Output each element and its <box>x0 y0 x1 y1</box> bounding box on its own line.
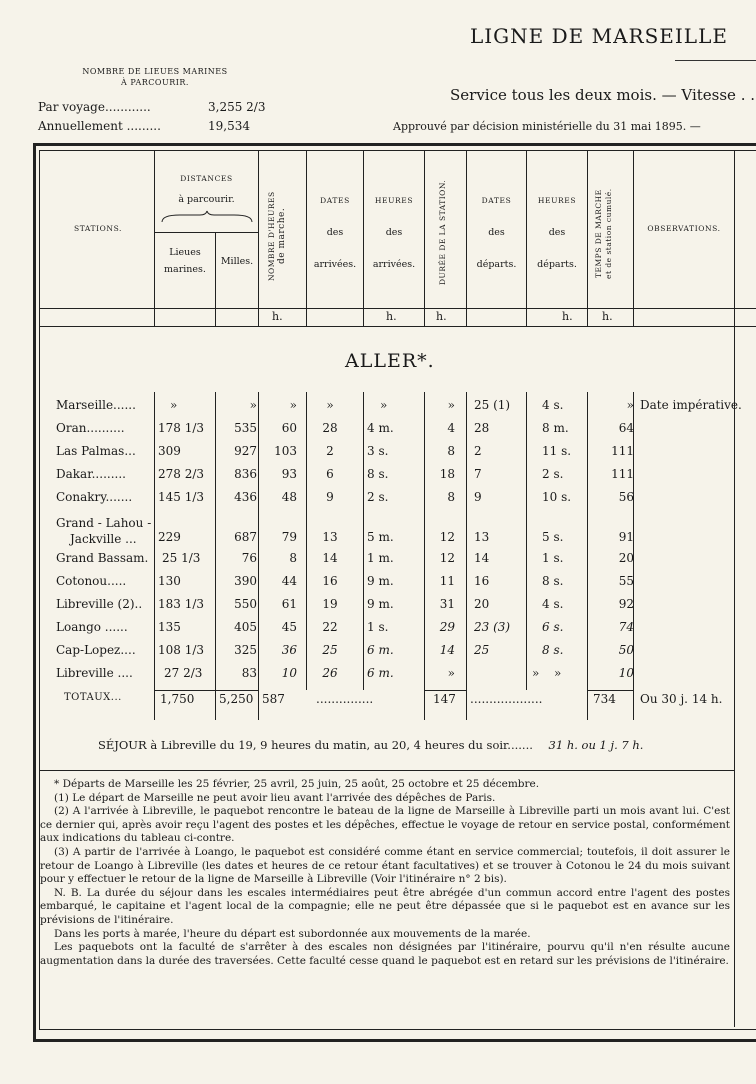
row-station: Conakry....... <box>56 490 133 504</box>
lieues-heading-line-1: NOMBRE DE LIEUES MARINES <box>82 67 228 76</box>
row-date-arr: » <box>326 398 334 412</box>
table-row <box>42 467 756 488</box>
row-date-dep: 28 <box>474 421 490 435</box>
row-date-arr: 9 <box>326 490 334 504</box>
row-date-arr: 13 <box>322 530 338 544</box>
row-heure-dep: 8 m. <box>542 421 569 435</box>
section-title-aller: ALLER*. <box>345 350 435 372</box>
row-heure-arr: 9 m. <box>367 574 394 588</box>
row-station: Cap-Lopez.... <box>56 643 136 657</box>
totaux-dots-1: ............... <box>316 692 374 706</box>
header-nombre-heures <box>267 170 287 302</box>
table-row <box>42 398 756 419</box>
row-heures: 48 <box>281 490 297 504</box>
row-duree: 12 <box>439 530 455 544</box>
row-heure-dep: 6 s. <box>542 620 564 634</box>
col-line-10 <box>633 151 634 326</box>
row-heure-arr: 1 m. <box>367 551 394 565</box>
row-milles: » <box>249 398 257 412</box>
row-heure-dep: 8 s. <box>542 574 564 588</box>
note-3: (3) A partir de l'arrivée à Loango, le paquebot est considéré comme étant en service commercial; toutefois, il doit assurer le retour de Loango à Libreville (les dates et heures de ce retour étant facultatives) et se trouver à Cotonou le 24 du mois suivant pour y effectuer le retour de la ligne de Marseille à Libreville (Voir l'itinéraire n° 2 bis). <box>40 845 730 886</box>
note-maree: Dans les ports à marée, l'heure du départ est subordonnée aux mouvements de la marée. <box>54 927 531 940</box>
row-heure-arr: 8 s. <box>367 467 389 481</box>
unit-temps: h. <box>602 310 613 323</box>
header-nombre-heures-2: de marche. <box>277 207 287 265</box>
row-date-arr: 14 <box>322 551 338 565</box>
row-duree: 8 <box>447 444 455 458</box>
header-dates-dep <box>467 185 526 281</box>
row-station: Marseille...... <box>56 398 136 412</box>
row-date-dep: 25 (1) <box>474 398 511 412</box>
header-heures-arr <box>364 185 424 281</box>
row-heure-arr: 6 m. <box>367 643 394 657</box>
header-bottom-rule <box>40 308 756 309</box>
totaux-lieues: 1,750 <box>160 692 195 706</box>
row-milles: 927 <box>234 444 257 458</box>
row-heure-dep: 5 s. <box>542 530 564 544</box>
row-lieues: 278 2/3 <box>158 467 205 481</box>
header-heures-dep-1: HEURES <box>537 196 577 205</box>
row-date-dep: 2 <box>474 444 482 458</box>
row-heure-arr: 3 s. <box>367 444 389 458</box>
header-duree: DURÉE DE LA STATION. <box>438 179 447 285</box>
row-lieues: 309 <box>158 444 181 458</box>
header-stations: STATIONS. <box>73 224 123 233</box>
row-heure-arr: » <box>380 398 388 412</box>
row-duree: » <box>447 398 455 412</box>
header-heures-dep-2: des <box>548 227 566 238</box>
row-observation: Date impérative. <box>640 398 742 412</box>
row-milles: 325 <box>234 643 257 657</box>
row-duree: 31 <box>439 597 455 611</box>
row-temps: 55 <box>618 574 634 588</box>
row-duree: 11 <box>439 574 455 588</box>
table-row <box>42 421 756 442</box>
row-duree: 14 <box>439 643 455 657</box>
row-temps: 10 <box>618 666 634 680</box>
row-milles: 550 <box>234 597 257 611</box>
header-heures-arr-3: arrivées. <box>372 259 416 270</box>
header-heures-dep-3: départs. <box>537 259 577 270</box>
totaux-dots-2: ................... <box>470 692 543 706</box>
row-milles: 836 <box>234 467 257 481</box>
row-duree: 12 <box>439 551 455 565</box>
row-heures: 45 <box>281 620 297 634</box>
header-dates-arr-1: DATES <box>320 196 350 205</box>
row-heures: 8 <box>289 551 297 565</box>
row-heure-arr: 6 m. <box>367 666 394 680</box>
header-lieues-1: Lieues <box>169 247 201 258</box>
header-heures-dep <box>527 185 587 281</box>
col-line-6 <box>424 151 425 326</box>
row-heures: 103 <box>274 444 297 458</box>
annuellement-label: Annuellement ......... <box>38 119 161 133</box>
unit-heures-arr: h. <box>386 310 397 323</box>
par-voyage-line <box>38 100 266 114</box>
row-heures: 93 <box>281 467 297 481</box>
row-date-dep: 23 (3) <box>474 620 511 634</box>
row-milles: 83 <box>241 666 257 680</box>
table-row <box>42 643 756 664</box>
row-temps: 92 <box>618 597 634 611</box>
totaux-observation: Ou 30 j. 14 h. <box>640 692 723 706</box>
row-station: Dakar......... <box>56 467 126 481</box>
row-temps: 74 <box>618 620 634 634</box>
footnotes <box>40 778 730 968</box>
row-date-dep: » <box>532 666 540 680</box>
row-heure-dep: 10 s. <box>542 490 572 504</box>
unit-heures-dep: h. <box>562 310 573 323</box>
row-station: Las Palmas... <box>56 444 136 458</box>
row-heures: 44 <box>281 574 297 588</box>
brace-icon <box>160 210 254 224</box>
row-lieues: 145 1/3 <box>158 490 205 504</box>
header-dates-dep-1: DATES <box>481 196 512 205</box>
header-dates-dep-2: des <box>488 227 505 238</box>
header-milles: Milles. <box>220 256 254 267</box>
table-row <box>42 490 756 511</box>
header-dates-dep-3: départs. <box>476 259 517 270</box>
row-duree: 18 <box>439 467 455 481</box>
row-date-dep: 20 <box>474 597 490 611</box>
row-heures: 60 <box>281 421 297 435</box>
row-heures: 10 <box>281 666 297 680</box>
row-date-arr: 26 <box>322 666 338 680</box>
unit-duree: h. <box>436 310 447 323</box>
row-temps: 111 <box>611 444 634 458</box>
sejour-value: 31 h. ou 1 j. 7 h. <box>548 738 644 752</box>
row-milles: 390 <box>234 574 257 588</box>
row-station: Libreville (2).. <box>56 597 143 611</box>
row-duree: 8 <box>447 490 455 504</box>
totaux-duree: 147 <box>433 692 456 706</box>
totaux-rule-3 <box>587 690 633 691</box>
header-dates-arr <box>307 185 363 281</box>
note-nb: N. B. La durée du séjour dans les escales intermédiaires peut être abrégée d'un commun accord entre l'agent des postes embarqué, le capitaine et l'agent local de la compagnie; elle ne peut être dépassée que si le paquebot est en avance sur les prévisions de l'itinéraire. <box>40 886 730 926</box>
header-lieues-2: marines. <box>164 264 206 275</box>
note-departs: * Départs de Marseille les 25 février, 25 avril, 25 juin, 25 août, 25 octobre et 25 décembre. <box>54 778 540 790</box>
title-rule <box>675 60 756 61</box>
row-lieues: 108 1/3 <box>158 643 205 657</box>
row-date-arr: 19 <box>322 597 338 611</box>
row-lieues: » <box>170 398 178 412</box>
header-temps-1: TEMPS DE MARCHE <box>594 189 603 279</box>
row-temps: 50 <box>618 643 634 657</box>
row-lieues: 130 <box>158 574 181 588</box>
header-dates-arr-3: arrivées. <box>313 259 357 270</box>
lieues-heading <box>40 66 270 88</box>
row-milles: 76 <box>241 551 257 565</box>
par-voyage-value: 3,255 2/3 <box>208 100 266 114</box>
note-faculte: Les paquebots ont la faculté de s'arrêter à des escales non désignées par l'itinéraire, pourvu qu'il n'en résulte aucune augmentation dans la durée des traversées. Cette faculté cesse quand le paquebot est en retard sur les prévisions de l'itinéraire. <box>40 941 730 967</box>
row-station: Loango ...... <box>56 620 128 634</box>
row-heure-arr: 1 s. <box>367 620 389 634</box>
sejour-line <box>98 738 643 752</box>
row-milles: 687 <box>234 530 257 544</box>
row-date-arr: 6 <box>326 467 334 481</box>
totaux-milles: 5,250 <box>219 692 254 706</box>
row-date-dep: 13 <box>474 530 490 544</box>
row-date-dep: 7 <box>474 467 482 481</box>
row-heure-dep: 2 s. <box>542 467 564 481</box>
note-1: (1) Le départ de Marseille ne peut avoir lieu avant l'arrivée des dépêches de Paris. <box>54 791 496 804</box>
page-title: LIGNE DE MARSEILLE <box>470 24 728 48</box>
row-station: Libreville .... <box>56 666 133 680</box>
row-temps: 111 <box>611 467 634 481</box>
row-heure-dep: 8 s. <box>542 643 564 657</box>
row-date-arr: 2 <box>326 444 334 458</box>
row-date-arr: 28 <box>322 421 338 435</box>
row-heures: 79 <box>281 530 297 544</box>
header-lieues <box>155 244 215 278</box>
row-heure-dep: 4 s. <box>542 398 564 412</box>
row-temps: 64 <box>618 421 634 435</box>
row-station: Oran.......... <box>56 421 125 435</box>
row-heure-arr: 4 m. <box>367 421 394 435</box>
row-heures: » <box>289 398 297 412</box>
row-heures: 36 <box>281 643 297 657</box>
row-heure-arr: 5 m. <box>367 530 394 544</box>
header-a-parcourir: à parcourir. <box>178 194 235 205</box>
row-date-arr: 25 <box>322 643 338 657</box>
row-heure-arr: 2 s. <box>367 490 389 504</box>
col-line-9 <box>587 151 588 326</box>
row-date-dep: 9 <box>474 490 482 504</box>
col-line-2 <box>215 232 216 326</box>
header-nombre-heures-1: NOMBRE D'HEURES <box>267 191 276 281</box>
totaux-rule-2 <box>424 690 466 691</box>
row-duree: 4 <box>447 421 455 435</box>
row-date-arr: 22 <box>322 620 338 634</box>
row-station: Cotonou..... <box>56 574 127 588</box>
row-station: Grand Bassam. <box>56 551 149 565</box>
row-heure-dep: » <box>554 666 562 680</box>
table-row <box>42 666 756 687</box>
header-temps <box>594 165 614 303</box>
row-station-line-2: Jackville ... <box>70 532 137 546</box>
par-voyage-label: Par voyage............ <box>38 100 151 114</box>
unit-heures: h. <box>272 310 283 323</box>
row-lieues: 183 1/3 <box>158 597 205 611</box>
header-heures-arr-1: HEURES <box>374 196 414 205</box>
row-lieues: 135 <box>158 620 181 634</box>
lieues-heading-line-2: À PARCOURIR. <box>121 78 189 87</box>
row-milles: 436 <box>234 490 257 504</box>
row-lieues: 178 1/3 <box>158 421 205 435</box>
totaux-heures: 587 <box>262 692 285 706</box>
row-station: Grand - Lahou - <box>56 516 152 530</box>
sejour-text: SÉJOUR à Libreville du 19, 9 heures du matin, au 20, 4 heures du soir....... <box>98 738 533 752</box>
annuellement-line <box>38 119 250 133</box>
totaux-temps: 734 <box>593 692 616 706</box>
table-row <box>42 620 756 641</box>
totaux-label: TOTAUX... <box>64 692 122 703</box>
header-observations: OBSERVATIONS. <box>647 224 721 233</box>
distances-subrule <box>154 232 258 233</box>
row-milles: 535 <box>234 421 257 435</box>
notes-top-rule <box>40 770 734 771</box>
row-date-arr: 16 <box>322 574 338 588</box>
row-temps: » <box>626 398 634 412</box>
row-heure-dep: 11 s. <box>542 444 572 458</box>
row-heure-arr: 9 m. <box>367 597 394 611</box>
table-row <box>42 444 756 465</box>
row-lieues: 25 1/3 <box>162 551 201 565</box>
row-temps: 91 <box>618 530 634 544</box>
row-lieues: 229 <box>158 530 181 544</box>
row-heure-dep: 4 s. <box>542 597 564 611</box>
row-temps: 56 <box>618 490 634 504</box>
row-heures: 61 <box>281 597 297 611</box>
row-duree: » <box>447 666 455 680</box>
row-lieues: 27 2/3 <box>164 666 203 680</box>
row-date-dep: 16 <box>474 574 490 588</box>
row-milles: 405 <box>234 620 257 634</box>
row-date-dep: 25 <box>474 643 490 657</box>
service-line: Service tous les deux mois. — Vitesse . . <box>450 86 756 104</box>
header-distances: DISTANCES <box>180 174 233 183</box>
table-row <box>42 574 756 595</box>
approval-line: Approuvé par décision ministérielle du 31 mai 1895. — <box>393 120 701 133</box>
table-row <box>42 597 756 618</box>
header-heures-arr-2: des <box>385 227 403 238</box>
header-dates-arr-2: des <box>326 227 344 238</box>
row-date-dep: 14 <box>474 551 490 565</box>
units-bottom-rule <box>40 326 756 327</box>
row-heure-dep: 1 s. <box>542 551 564 565</box>
header-temps-2: et de station cumulé. <box>604 188 613 280</box>
row-duree: 29 <box>439 620 455 634</box>
table-row <box>42 551 756 572</box>
col-line-3 <box>258 151 259 326</box>
table-row <box>42 516 756 552</box>
row-temps: 20 <box>618 551 634 565</box>
totaux-rule-1 <box>154 690 258 691</box>
note-2: (2) A l'arrivée à Libreville, le paquebot rencontre le bateau de la ligne de Marseille à Libreville parti un mois avant lui. C'est ce dernier qui, après avoir reçu l'agent des postes et les dépêches, effectue le voyage de retour en service postal, conformément aux indications du tableau ci-contre. <box>40 805 730 845</box>
annuellement-value: 19,534 <box>208 119 250 133</box>
